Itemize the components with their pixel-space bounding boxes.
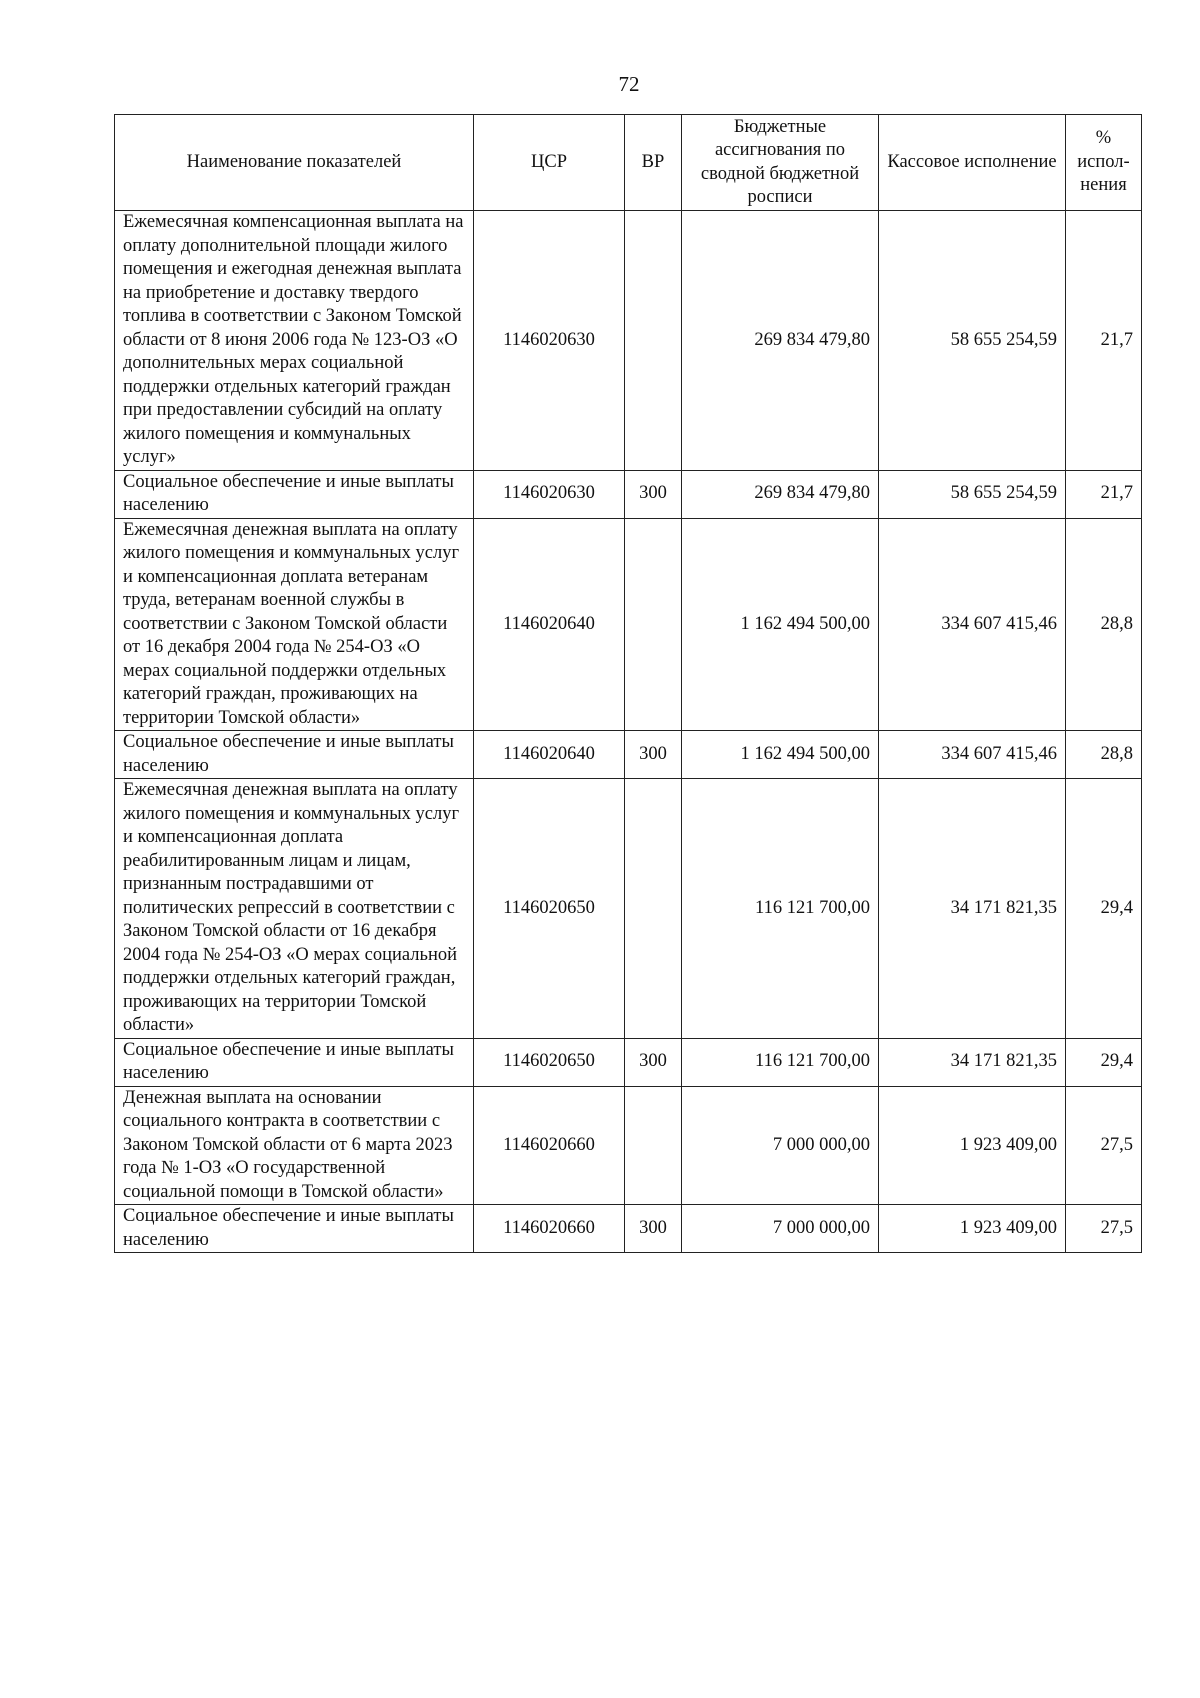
row-budget: 7 000 000,00: [682, 1086, 879, 1205]
row-name: Ежемесячная компенсационная выплата на оплату дополнительной площади жилого помещения и ежегодная денежная выплата на приобретение и доставку твердого топлива в соответствии с Законом Томской области от 8 июня 2006 года № 123-ОЗ «О дополнительных мерах социальной поддержки отдельных категорий граждан при предоставлении субсидий на оплату жилого помещения и коммунальных услуг»: [115, 211, 474, 471]
row-percent: 29,4: [1066, 1038, 1142, 1086]
table-row: [115, 470, 1142, 518]
row-cash: 1 923 409,00: [879, 1205, 1066, 1253]
row-budget: 7 000 000,00: [682, 1205, 879, 1253]
row-name: Социальное обеспечение и иные выплаты населению: [115, 470, 474, 518]
row-name: Социальное обеспечение и иные выплаты населению: [115, 731, 474, 779]
header-percent: % испол-нения: [1066, 115, 1142, 211]
row-cash: 334 607 415,46: [879, 518, 1066, 731]
row-csr: 1146020660: [474, 1205, 625, 1253]
row-csr: 1146020650: [474, 1038, 625, 1086]
header-csr: ЦСР: [474, 115, 625, 211]
row-vr: [625, 518, 682, 731]
row-cash: 334 607 415,46: [879, 731, 1066, 779]
row-cash: 1 923 409,00: [879, 1086, 1066, 1205]
table-header-row: [115, 115, 1142, 211]
row-budget: 1 162 494 500,00: [682, 731, 879, 779]
table-row: [115, 779, 1142, 1039]
table-row: [115, 1205, 1142, 1253]
row-budget: 269 834 479,80: [682, 470, 879, 518]
row-percent: 28,8: [1066, 731, 1142, 779]
row-budget: 1 162 494 500,00: [682, 518, 879, 731]
table-row: [115, 211, 1142, 471]
row-name: Ежемесячная денежная выплата на оплату жилого помещения и коммунальных услуг и компенсационная доплата реабилитированным лицам и лицам, признанным пострадавшими от политических репрессий в соответствии с Законом Томской области от 16 декабря 2004 года № 254-ОЗ «О мерах социальной поддержки отдельных категорий граждан, проживающих на территории Томской области»: [115, 779, 474, 1039]
header-budget: Бюджетные ассигнования по сводной бюджетной росписи: [682, 115, 879, 211]
row-vr: [625, 779, 682, 1039]
budget-execution-table: [114, 114, 1142, 1253]
row-csr: 1146020630: [474, 470, 625, 518]
row-csr: 1146020640: [474, 731, 625, 779]
row-vr: [625, 1086, 682, 1205]
row-vr: 300: [625, 1205, 682, 1253]
row-budget: 269 834 479,80: [682, 211, 879, 471]
row-cash: 34 171 821,35: [879, 779, 1066, 1039]
row-csr: 1146020650: [474, 779, 625, 1039]
header-vr: ВР: [625, 115, 682, 211]
row-vr: 300: [625, 470, 682, 518]
table-row: [115, 731, 1142, 779]
row-name: Социальное обеспечение и иные выплаты населению: [115, 1205, 474, 1253]
row-cash: 58 655 254,59: [879, 470, 1066, 518]
row-csr: 1146020660: [474, 1086, 625, 1205]
row-csr: 1146020630: [474, 211, 625, 471]
row-name: Ежемесячная денежная выплата на оплату жилого помещения и коммунальных услуг и компенсационная доплата ветеранам труда, ветеранам военной службы в соответствии с Законом Томской области от 16 декабря 2004 года № 254-ОЗ «О мерах социальной поддержки отдельных категорий граждан, проживающих на территории Томской области»: [115, 518, 474, 731]
row-vr: [625, 211, 682, 471]
row-budget: 116 121 700,00: [682, 779, 879, 1039]
row-vr: 300: [625, 731, 682, 779]
row-name: Денежная выплата на основании социального контракта в соответствии с Законом Томской области от 6 марта 2023 года № 1-ОЗ «О государственной социальной помощи в Томской области»: [115, 1086, 474, 1205]
row-name: Социальное обеспечение и иные выплаты населению: [115, 1038, 474, 1086]
row-cash: 34 171 821,35: [879, 1038, 1066, 1086]
row-percent: 27,5: [1066, 1205, 1142, 1253]
row-cash: 58 655 254,59: [879, 211, 1066, 471]
row-percent: 29,4: [1066, 779, 1142, 1039]
row-percent: 27,5: [1066, 1086, 1142, 1205]
table-row: [115, 1038, 1142, 1086]
row-csr: 1146020640: [474, 518, 625, 731]
page-number: 72: [618, 72, 640, 96]
header-name: Наименование показателей: [115, 115, 474, 211]
row-percent: 28,8: [1066, 518, 1142, 731]
header-cash: Кассовое исполнение: [879, 115, 1066, 211]
row-percent: 21,7: [1066, 211, 1142, 471]
table-row: [115, 1086, 1142, 1205]
row-budget: 116 121 700,00: [682, 1038, 879, 1086]
table-row: [115, 518, 1142, 731]
row-vr: 300: [625, 1038, 682, 1086]
row-percent: 21,7: [1066, 470, 1142, 518]
